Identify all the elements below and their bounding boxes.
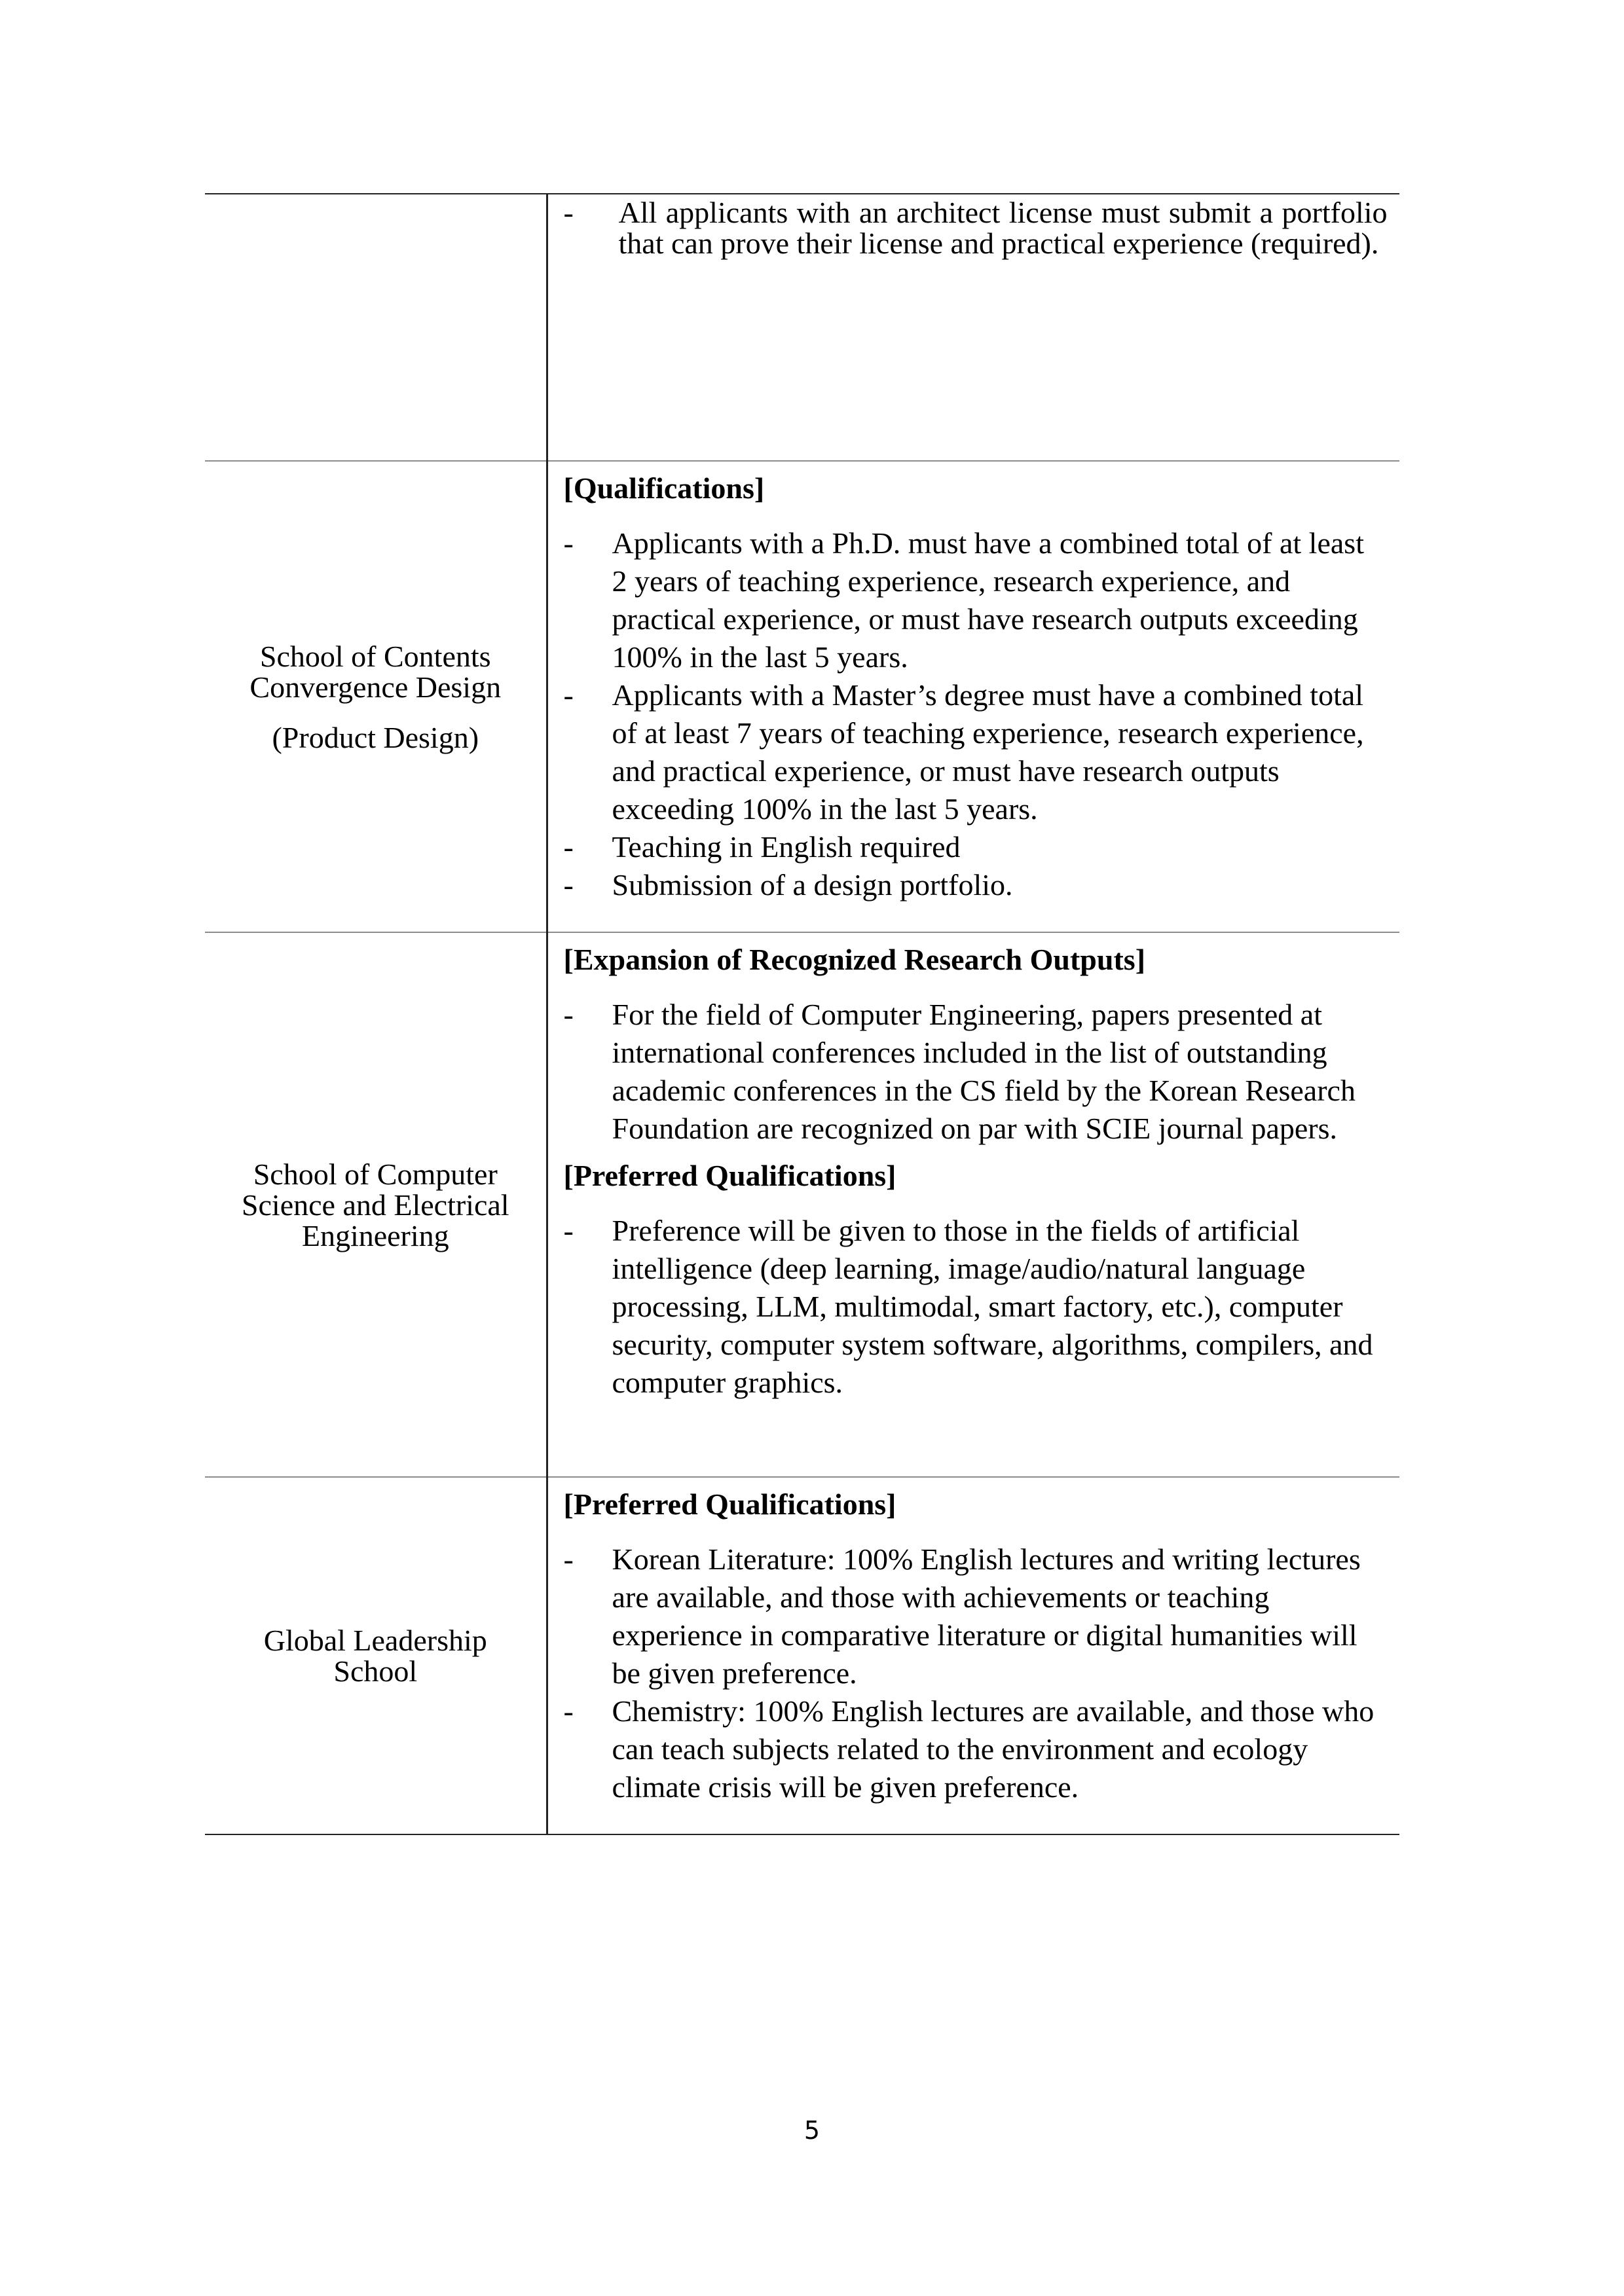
requirement-list: [564, 1540, 1387, 1806]
section-heading: [Qualifications]: [563, 471, 765, 505]
department-name: Science and Electrical: [241, 1188, 509, 1222]
list-item: - Applicants with a Master’s degree must have a combined total of at least 7 years of teaching experience, research experience, and practical experience, or must have research outputs exceeding 100% in the last 5 years.: [564, 676, 1387, 828]
requirements-cell: [547, 194, 1399, 461]
list-item: - Chemistry: 100% English lectures are available, and those who can teach subjects related to the environment and ecology climate crisis will be given preference.: [564, 1692, 1387, 1806]
table-row: [205, 194, 1399, 461]
department-name: School of Computer: [253, 1157, 498, 1191]
department-name: Global Leadership: [263, 1624, 487, 1657]
requirements-cell: [547, 461, 1399, 932]
requirements-table: [205, 193, 1399, 1835]
list-item: - For the field of Computer Engineering, papers presented at international conferences included in the list of outstanding academic conferences in the CS field by the Korean Research Foundation are recognized on par with SCIE journal papers.: [564, 996, 1387, 1148]
table-row: [205, 932, 1399, 1477]
list-item: - Applicants with a Ph.D. must have a combined total of at least 2 years of teaching experience, research experience, and practical experience, or must have research outputs exceeding 100% in the last 5 years.: [564, 524, 1387, 676]
requirement-list: [564, 1212, 1387, 1402]
department-cell: [205, 194, 547, 461]
section-heading: [Preferred Qualifications]: [563, 1487, 896, 1521]
list-item: - Teaching in English required: [564, 828, 1387, 866]
department-name: School: [333, 1654, 418, 1688]
requirement-list: [564, 197, 1388, 259]
list-item: - Preference will be given to those in the fields of artificial intelligence (deep learning, image/audio/natural language processing, LLM, multimodal, smart factory, etc.), computer security, computer system software, algorithms, compilers, and computer graphics.: [564, 1212, 1387, 1402]
list-item: - Submission of a design portfolio.: [564, 866, 1387, 904]
department-subtitle: (Product Design): [272, 720, 479, 754]
department-name: School of Contents: [259, 639, 491, 673]
section-heading: [Preferred Qualifications]: [563, 1159, 896, 1192]
department-cell: [205, 461, 547, 932]
list-item: - All applicants with an architect license must submit a portfolio that can prove their license and practical experience (required).: [564, 197, 1388, 259]
department-name: Convergence Design: [249, 670, 502, 704]
table-row: [205, 461, 1399, 932]
department-cell: [205, 1477, 547, 1834]
list-item: - Korean Literature: 100% English lectures and writing lectures are available, and those with achievements or teaching experience in comparative literature or digital humanities will be given preference.: [564, 1540, 1387, 1692]
page-number: 5: [803, 2116, 821, 2145]
requirements-cell: [547, 1477, 1399, 1834]
requirements-cell: [547, 932, 1399, 1477]
requirement-list: [564, 996, 1387, 1148]
section-heading: [Expansion of Recognized Research Outputs]: [563, 943, 1146, 976]
department-cell: [205, 932, 547, 1477]
table-row: [205, 1477, 1399, 1834]
requirement-list: [564, 524, 1387, 904]
department-name: Engineering: [301, 1218, 449, 1252]
